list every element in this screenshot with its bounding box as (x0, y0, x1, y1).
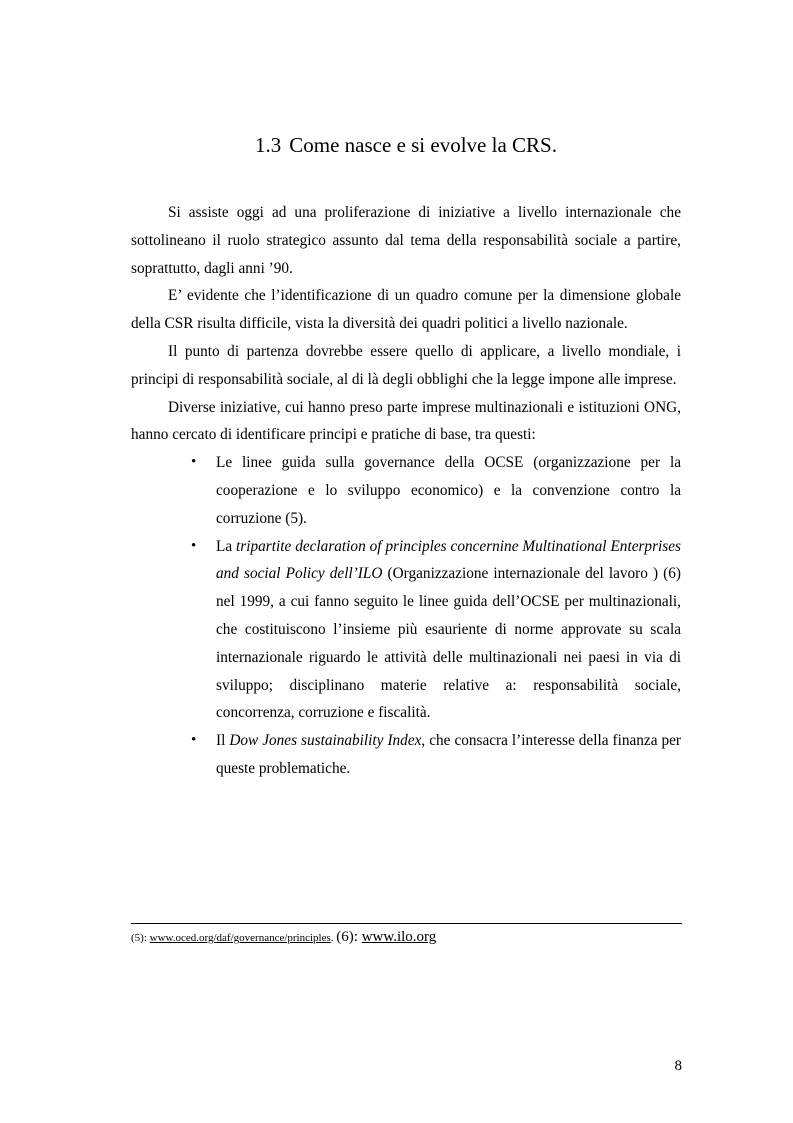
list-item-lead: Il (216, 732, 230, 750)
paragraph: Il punto di partenza dovrebbe essere quello di applicare, a livello mondiale, i principi di responsabilità sociale, al di là degli obblighi che la legge impone alle imprese. (131, 342, 681, 388)
body-text (131, 199, 681, 783)
page-number: 8 (674, 1058, 682, 1074)
footnote-6-label: (6): (336, 929, 362, 945)
list-item-lead: La (216, 537, 237, 555)
paragraph: E’ evidente che l’identificazione di un quadro comune per la dimensione globale della CSR risulta difficile, vista la diversità dei quadri politici a livello nazionale. (131, 287, 681, 333)
bullet-icon: • (191, 537, 197, 554)
list-item-italic: tripartite declaration of principles concernine Multinational Enterprises and social Policy dell’ILO (216, 537, 681, 583)
list-item-text: Le linee guida sulla governance della OCSE (organizzazione per la cooperazione e lo sviluppo economico) e la convenzione contro la corruzione (5). (216, 454, 681, 527)
footnote-separator: . (330, 932, 337, 944)
footnote-5-label: (5): (131, 932, 150, 944)
footnotes (131, 928, 691, 947)
paragraph: Diverse iniziative, cui hanno preso parte imprese multinazionali e istituzioni ONG, hanno cercato di identificare principi e pratiche di base, tra questi: (131, 398, 681, 444)
list-item-text: , che consacra l’interesse della finanza per queste problematiche. (216, 732, 681, 777)
bullet-icon: • (191, 454, 197, 471)
footnote-6-link[interactable]: www.ilo.org (361, 929, 437, 945)
footnote-5-link[interactable]: www.oced.org/daf/governance/principles (149, 932, 331, 944)
list-item (131, 533, 681, 728)
bullet-icon: • (191, 732, 197, 749)
paragraph: Si assiste oggi ad una proliferazione di iniziative a livello internazionale che sottolineano il ruolo strategico assunto dal tema della responsabilità sociale a partire, soprattutto, dagli anni ’90. (131, 204, 681, 277)
section-number: 1.3 (255, 133, 282, 157)
footnote-divider (131, 923, 682, 924)
list-item (131, 449, 681, 532)
section-title: Come nasce e si evolve la CRS. (289, 133, 557, 157)
list-item-italic: Dow Jones sustainability Index (229, 732, 422, 750)
bullet-list (131, 449, 681, 783)
list-item (131, 727, 681, 783)
section-heading (131, 131, 681, 159)
list-item-text: (Organizzazione internazionale del lavoro ) (6) nel 1999, a cui fanno seguito le linee guida dell’OCSE per multinazionali, che costituiscono l’insieme più esauriente di norme approvate su scala internazionale riguardo le attività delle multinazionali nei paesi in via di sviluppo; disciplinano materie relative a: responsabilità sociale, concorrenza, corruzione e fiscalità. (216, 565, 681, 722)
